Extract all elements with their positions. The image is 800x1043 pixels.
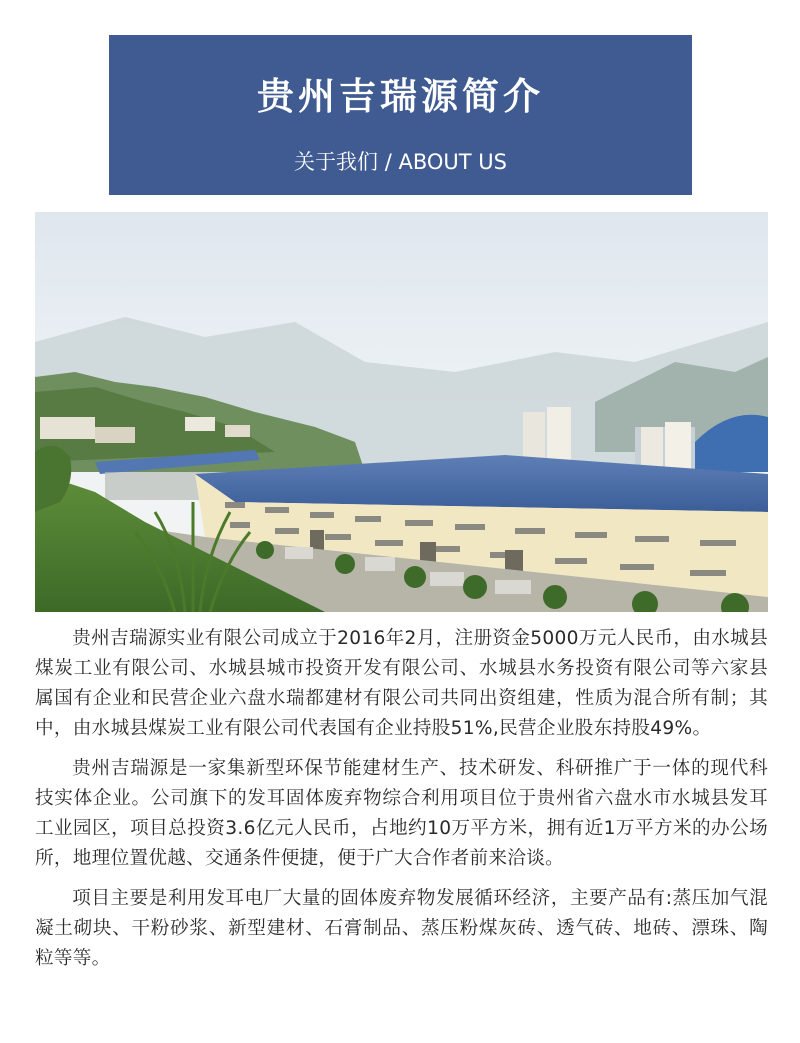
page-subtitle: 关于我们 / ABOUT US (294, 150, 507, 174)
intro-content (35, 624, 768, 984)
intro-paragraph-2: 贵州吉瑞源是一家集新型环保节能建材生产、技术研发、科研推广于一体的现代科技实体企业。公司旗下的发耳固体废弃物综合利用项目位于贵州省六盘水市水城县发耳工业园区，项目总投资3.6亿元人民币，占地约10万平方米，拥有近1万平方米的办公场所，地理位置优越、交通条件便捷，便于广大合作者前来洽谈。 (35, 758, 768, 869)
page-title: 贵州吉瑞源简介 (257, 75, 544, 118)
intro-paragraph-3: 项目主要是利用发耳电厂大量的固体废弃物发展循环经济，主要产品有:蒸压加气混凝土砌块、干粉砂浆、新型建材、石膏制品、蒸压粉煤灰砖、透气砖、地砖、漂珠、陶粒等等。 (35, 888, 768, 969)
intro-paragraph-1: 贵州吉瑞源实业有限公司成立于2016年2月，注册资金5000万元人民币，由水城县煤炭工业有限公司、水城县城市投资开发有限公司、水城县水务投资有限公司等六家县属国有企业和民营企业六盘水瑞都建材有限公司共同出资组建，性质为混合所有制；其中，由水城县煤炭工业有限公司代表国有企业持股51%,民营企业股东持股49%。 (35, 628, 768, 739)
title-banner (109, 35, 692, 195)
factory-photo (35, 212, 768, 612)
